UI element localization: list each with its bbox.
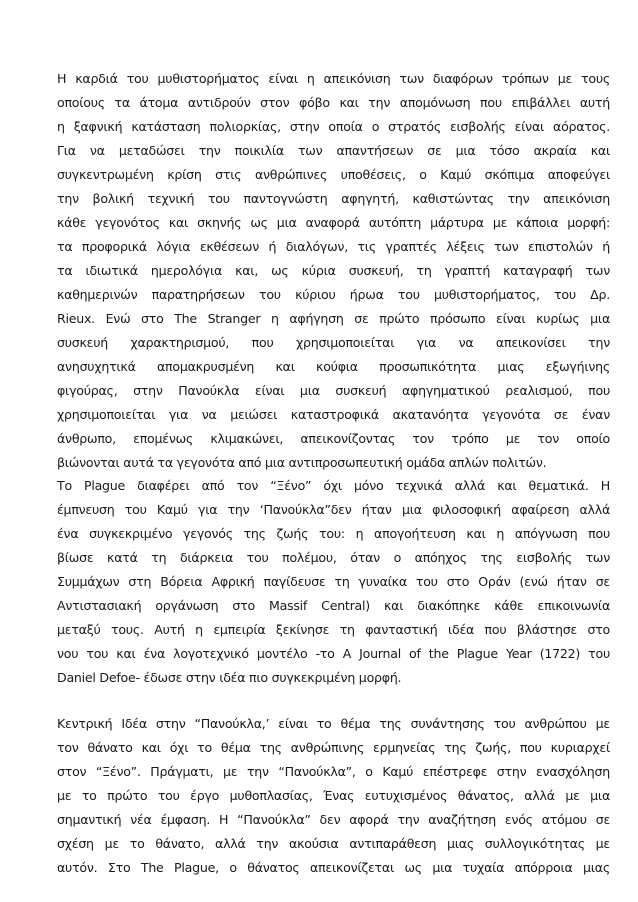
paragraph-line: η ξαφνική κατάσταση πολιορκίας, στην οποία ο στρατός εισβολής είναι αόρατος. bbox=[57, 119, 610, 134]
paragraph-line: τον θάνατο και όχι το θέμα της ανθρώπινης ερμηνείας της ζωής, που κυριαρχεί bbox=[57, 740, 610, 755]
paragraph-line: Rieux. Ενώ στο The Stranger η αφήγηση σε πρώτο πρόσωπο είναι κυρίως μια bbox=[57, 311, 610, 326]
paragraph-line: νου του και ένα λογοτεχνικό μοντέλο -το A Journal of the Plague Year (1722) του bbox=[57, 646, 610, 661]
paragraph-line: σημαντική νέα έμφαση. Η “Πανούκλα” δεν αφορά την αναζήτηση ενός ατόμου σε bbox=[57, 812, 610, 827]
paragraph-line: οποίους τα άτομα αντιδρούν στον φόβο και την απομόνωση που επιβάλλει αυτή bbox=[57, 95, 610, 110]
paragraph-line: σχέση με το θάνατο, αλλά την ακούσια αντιπαράθεση μιας συλλογικότητας με bbox=[57, 836, 610, 851]
paragraph-line: ένα συγκεκριμένο γεγονός της ζωής του: η απογοήτευση και η απόγνωση που bbox=[57, 526, 610, 541]
paragraph-line: χρησιμοποιείται για να μειώσει καταστροφικά ακατανόητα γεγονότα σε έναν bbox=[57, 407, 610, 422]
paragraph-line: Το Plague διαφέρει από τον “Ξένο” όχι μόνο τεχνικά αλλά και θεματικά. Η bbox=[57, 478, 610, 493]
paragraph-line: βιώνονται αυτά τα γεγονότα από μια αντιπροσωπευτική ομάδα απλών πολιτών. bbox=[57, 455, 547, 470]
paragraph-line: με το πρώτο του έργο μυθοπλασίας, Ένας ευτυχισμένος θάνατος, αλλά με μια bbox=[57, 788, 610, 803]
paragraph-line: Daniel Defoe- έδωσε στην ιδέα πιο συγκεκριμένη μορφή. bbox=[57, 670, 402, 685]
paragraph-line: τα ιδιωτικά ημερολόγια και, ως κύρια συσκευή, τη γραπτή καταγραφή των bbox=[57, 263, 610, 278]
paragraph-line: κάθε γεγονότος και σκηνής ως μια αναφορά αυτόπτη μάρτυρα με κάποια μορφή: bbox=[57, 215, 610, 230]
paragraph-line: Αντιστασιακή οργάνωση στο Massif Central) και διακόπηκε κάθε επικοινωνία bbox=[57, 598, 610, 613]
paragraph-line: Κεντρική Ιδέα στην “Πανούκλα,’ είναι το θέμα της συνάντησης του ανθρώπου με bbox=[57, 716, 610, 731]
paragraph-line: τα προφορικά λόγια εκθέσεων ή διαλόγων, τις γραπτές λέξεις των επιστολών ή bbox=[57, 239, 610, 254]
paragraph-line: φιγούρας, στην Πανούκλα είναι μια συσκευή αφηγηματικού ρεαλισμού, που bbox=[57, 383, 610, 398]
paragraph-line: βίωσε κατά τη διάρκεια του πολέμου, όταν ο απόηχος της εισβολής των bbox=[57, 550, 610, 565]
paragraph-line: συγκεντρωμένη κρίση στις ανθρώπινες υποθέσεις, ο Καμύ σκόπιμα αποφεύγει bbox=[57, 167, 610, 182]
paragraph-3 bbox=[57, 712, 610, 880]
paragraph-line: Συμμάχων στη Βόρεια Αφρική παγίδευσε τη γυναίκα του στο Οράν (ενώ ήταν σε bbox=[57, 574, 610, 589]
paragraph-line: αυτόν. Στο The Plague, ο θάνατος απεικονίζεται ως μια τυχαία απόρροια μιας bbox=[57, 860, 610, 875]
paragraph-line: Η καρδιά του μυθιστορήματος είναι η απεικόνιση των διαφόρων τρόπων με τους bbox=[57, 71, 610, 86]
paragraph-line: την βολική τεχνική του παντογνώστη αφηγητή, καθιστώντας την απεικόνιση bbox=[57, 191, 610, 206]
paragraph-line: καθημερινών παρατηρήσεων του κύριου ήρωα του μυθιστορήματος, του Δρ. bbox=[57, 287, 610, 302]
paragraph-line: στον “Ξένο”. Πράγματι, με την “Πανούκλα”, ο Καμύ επέστρεφε στην ενασχόληση bbox=[57, 764, 610, 779]
paragraph-1 bbox=[57, 67, 610, 475]
paragraph-2 bbox=[57, 474, 610, 690]
paragraph-line: έμπνευση του Καμύ για την ‘Πανούκλα”δεν ήταν μια φιλοσοφική αφαίρεση αλλά bbox=[57, 502, 610, 517]
paragraph-line: άνθρωπο, επομένως κλιμακώνει, απεικονίζοντας τον τρόπο με τον οποίο bbox=[57, 431, 610, 446]
paragraph-line: συσκευή χαρακτηρισμού, που χρησιμοποιείται για να απεικονίσει την bbox=[57, 335, 610, 350]
paragraph-line: μεταξύ τους. Αυτή η εμπειρία ξεκίνησε τη φανταστική ιδέα που βλάστησε στο bbox=[57, 622, 610, 637]
paragraph-line: Για να μεταδώσει την ποικιλία των απαντήσεων σε μια τόσο ακραία και bbox=[57, 143, 610, 158]
paragraph-line: ανησυχητικά απομακρυσμένη και κούφια προσωπικότητα μιας εξωγήινης bbox=[57, 359, 610, 374]
